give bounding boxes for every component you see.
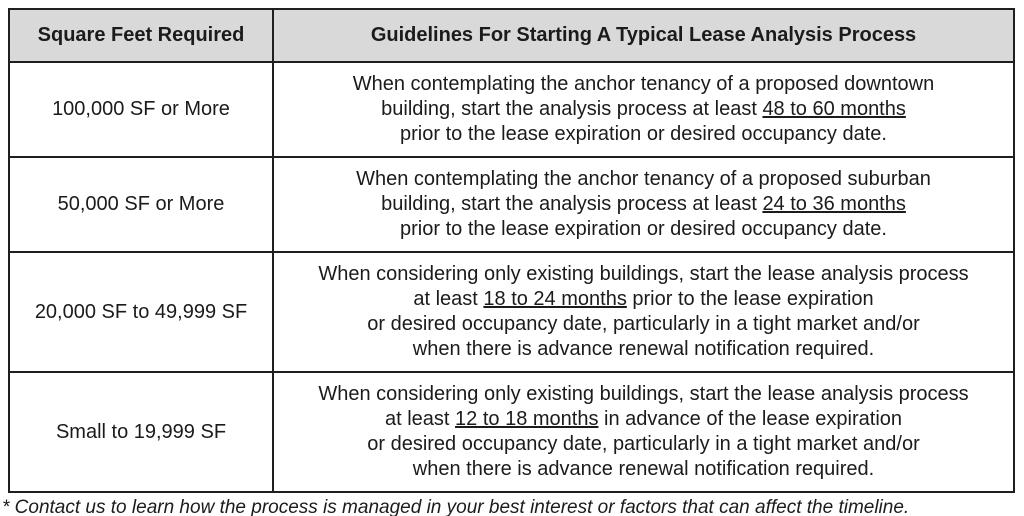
timeframe-underlined: 12 to 18 months xyxy=(455,408,599,430)
timeframe-underlined: 48 to 60 months xyxy=(762,98,906,120)
guideline-cell xyxy=(273,62,1014,157)
guideline-text: building, start the analysis process at least xyxy=(381,98,763,120)
guideline-line xyxy=(278,287,1009,312)
guideline-line xyxy=(278,382,1009,407)
table-row xyxy=(9,372,1014,492)
guideline-line xyxy=(278,192,1009,217)
guideline-line xyxy=(278,432,1009,457)
header-guidelines: Guidelines For Starting A Typical Lease Analysis Process xyxy=(273,9,1014,62)
guideline-line xyxy=(278,262,1009,287)
guideline-cell xyxy=(273,252,1014,372)
guideline-line xyxy=(278,167,1009,192)
guideline-line xyxy=(278,312,1009,337)
guideline-text: When contemplating the anchor tenancy of a proposed suburban xyxy=(356,168,931,190)
guideline-cell xyxy=(273,372,1014,492)
timeframe-underlined: 24 to 36 months xyxy=(762,193,906,215)
guideline-line xyxy=(278,217,1009,242)
guideline-text: building, start the analysis process at least xyxy=(381,193,763,215)
guideline-line xyxy=(278,97,1009,122)
square-feet-cell: 100,000 SF or More xyxy=(9,62,273,157)
table-row xyxy=(9,157,1014,252)
square-feet-cell: 50,000 SF or More xyxy=(9,157,273,252)
header-square-feet-required: Square Feet Required xyxy=(9,9,273,62)
lease-analysis-table xyxy=(8,8,1015,493)
guideline-text: prior to the lease expiration xyxy=(626,288,874,310)
guideline-text: at least xyxy=(413,288,484,310)
guideline-text: prior to the lease expiration or desired occupancy date. xyxy=(400,218,887,240)
guideline-line xyxy=(278,122,1009,147)
guideline-text: When considering only existing buildings, start the lease analysis process xyxy=(318,263,969,285)
header-row xyxy=(9,9,1014,62)
guideline-text: at least xyxy=(384,408,456,430)
guideline-text: in advance of the lease expiration xyxy=(598,408,903,430)
square-feet-cell: Small to 19,999 SF xyxy=(9,372,273,492)
table-body xyxy=(9,62,1014,492)
table-row xyxy=(9,252,1014,372)
guideline-text: or desired occupancy date, particularly in a tight market and/or xyxy=(367,313,920,335)
guideline-text: when there is advance renewal notification required. xyxy=(412,338,875,360)
timeframe-underlined: 18 to 24 months xyxy=(483,288,627,310)
guideline-line xyxy=(278,407,1009,432)
guideline-text: When contemplating the anchor tenancy of a proposed downtown xyxy=(352,73,935,95)
footnote: * Contact us to learn how the process is managed in your best interest or factors that can affect the timeline. xyxy=(2,497,910,516)
guideline-line xyxy=(278,337,1009,362)
guideline-cell xyxy=(273,157,1014,252)
guideline-text: When considering only existing buildings, start the lease analysis process xyxy=(318,383,969,405)
guideline-line xyxy=(278,457,1009,482)
square-feet-cell: 20,000 SF to 49,999 SF xyxy=(9,252,273,372)
guideline-text: or desired occupancy date, particularly in a tight market and/or xyxy=(367,433,920,455)
guideline-text: when there is advance renewal notification required. xyxy=(412,458,875,480)
table-row xyxy=(9,62,1014,157)
guideline-line xyxy=(278,72,1009,97)
guideline-text: prior to the lease expiration or desired occupancy date. xyxy=(400,123,887,145)
